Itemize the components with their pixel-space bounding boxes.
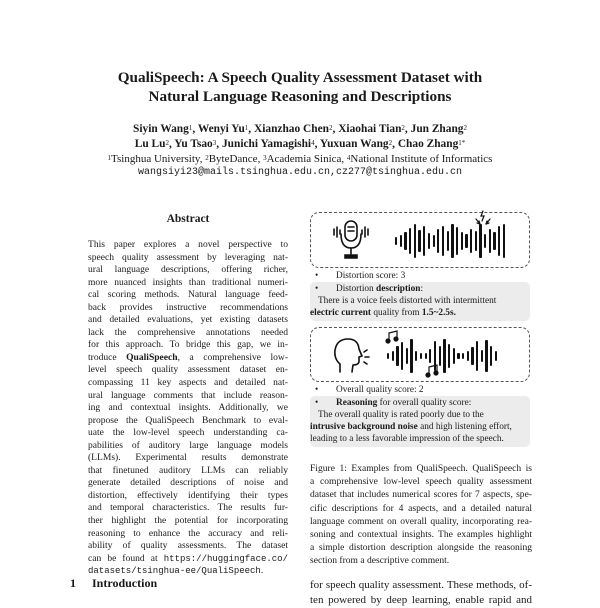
waveform-bar — [404, 232, 406, 250]
author-affiliation-mark: 4 — [311, 139, 315, 147]
waveform-bar — [437, 229, 439, 253]
author-affiliation-mark: 1 — [188, 124, 193, 132]
distortion-score-value: 3 — [400, 271, 406, 281]
waveform-bar — [462, 353, 464, 359]
waveform-bar — [395, 237, 397, 245]
abstract-line: distortion, effectively identifying their types — [88, 489, 288, 501]
waveform-bar — [495, 351, 497, 361]
paper-title — [0, 68, 600, 106]
example-1-audio-box — [310, 212, 530, 268]
waveform-bar — [429, 349, 431, 363]
reasoning-text-2-post: and high listening effort, — [417, 422, 512, 432]
dataset-url-link[interactable]: https://huggingface.co/ — [163, 553, 288, 564]
separator: , — [199, 153, 206, 165]
abstract-line — [88, 352, 288, 365]
abstract-line: cal scoring methods. Natural language feed- — [88, 289, 288, 301]
lightning-icon — [471, 210, 495, 232]
affiliation-name: Academia Sinica — [266, 153, 342, 165]
example-2-audio-box — [310, 327, 530, 382]
waveform-bar — [392, 351, 394, 361]
author-affiliation-mark: 2 — [329, 124, 333, 132]
caption-line: dataset that includes numerical scores for 7 aspects, spe- — [310, 489, 532, 501]
waveform-bar — [418, 230, 420, 252]
distortion-description-label — [310, 283, 526, 295]
label-bold: description — [376, 284, 421, 294]
separator: , — [332, 123, 339, 135]
waveform-bar — [484, 234, 486, 248]
waveform-bar — [489, 229, 491, 253]
waveform-bar — [425, 353, 427, 359]
abstract-line: level speech quality assessment dataset en- — [88, 364, 288, 376]
waveform-bar — [396, 346, 398, 366]
abstract-line: propose the QualiSpeech Benchmark to eval- — [88, 414, 288, 426]
author-line-1 — [0, 122, 600, 137]
waveform-bar — [401, 342, 403, 370]
affiliations — [0, 152, 600, 166]
abstract-line: more nuanced insights than traditional numeri- — [88, 276, 288, 288]
microphone-icon — [331, 218, 371, 262]
abstract-line: ural language descriptions, offering richer, — [88, 264, 288, 276]
abstract-line: ing and contextual insights. Additionally, we — [88, 402, 288, 414]
waveform-bar — [456, 227, 458, 255]
caption-line: Figure 1: Examples from QualiSpeech. QualiSpeech is — [310, 463, 532, 474]
speaking-head-icon — [331, 336, 371, 376]
affiliation-number: 2 — [205, 154, 209, 162]
reasoning-text-2 — [310, 421, 526, 433]
waveform-bar — [414, 224, 416, 258]
author-name: Jun Zhang — [410, 123, 464, 135]
waveform-bar — [433, 235, 435, 247]
author-name: Xianzhao Chen — [253, 123, 329, 135]
caption-line: language comment on overall quality, incorporating rea- — [310, 515, 532, 527]
affiliation-number: 1 — [107, 154, 112, 162]
separator: , — [248, 123, 254, 135]
author-list — [0, 122, 600, 152]
waveform-bar — [498, 226, 500, 256]
overall-score-label: Overall quality score: — [336, 385, 417, 395]
affiliation-number: 4 — [346, 154, 351, 162]
waveform-bar — [423, 226, 425, 256]
waveform-bar — [443, 339, 445, 373]
separator: , — [257, 153, 264, 165]
abstract-heading: Abstract — [166, 213, 210, 225]
author-affiliation-mark: 2 — [463, 124, 467, 132]
abstract-body — [88, 239, 288, 578]
caption-line: section from a descriptive comment. — [310, 555, 450, 567]
reasoning-label — [310, 397, 526, 409]
abstract-line: and temporal characteristics. The results fur- — [88, 502, 288, 514]
abstract-line: reasoning to enhance the accuracy and reli- — [88, 527, 288, 539]
abstract-line: for this approach. To bridge this gap, we in- — [88, 339, 288, 351]
caption-line: soning and contextual insights. The examples highlight — [310, 529, 532, 541]
author-name: Siyin Wang — [133, 123, 189, 135]
highlight-electric-current: electric current — [310, 308, 371, 318]
reasoning-box — [310, 396, 530, 447]
waveform-bar — [387, 353, 389, 359]
overall-quality-score-line — [310, 384, 530, 396]
abstract-line: that finetuned auditory LLMs can reliably — [88, 464, 288, 476]
abstract-line: ural language comments that include reason- — [88, 389, 288, 401]
section-heading-introduction — [70, 576, 157, 591]
waveform-bar — [409, 228, 411, 254]
waveform-noisy — [387, 338, 497, 374]
abstract-line — [88, 553, 288, 566]
waveform-bar — [465, 234, 467, 248]
affiliation-name: ByteDance — [208, 153, 258, 165]
email-addresses: wangsiyi23@mails.tsinghua.edu.cn,cz277@tsinghua.edu.cn — [137, 167, 463, 178]
author-affiliation-mark: 2 — [401, 124, 405, 132]
waveform-bar — [410, 339, 412, 373]
waveform-bar — [442, 226, 444, 256]
abstract-line: generate detailed descriptions of noise and — [88, 477, 288, 489]
waveform-bar — [476, 341, 478, 371]
waveform-bar — [406, 348, 408, 364]
reasoning-bold: Reasoning — [336, 398, 378, 408]
reasoning-text-3: leading to a less favorable impression of the speech. — [310, 434, 504, 444]
waveform-bar — [470, 229, 472, 253]
label-text: Distortion — [336, 284, 377, 294]
waveform-bar — [434, 341, 436, 371]
abstract-line: uate the low-level speech understanding ca- — [88, 427, 288, 439]
waveform-bar — [503, 224, 505, 258]
waveform-bar — [467, 351, 469, 361]
text: troduce — [88, 351, 127, 363]
waveform-bar — [485, 340, 487, 372]
title-line-2: Natural Language Reasoning and Descriptions — [148, 88, 452, 105]
separator: , — [404, 123, 411, 135]
dataset-name: QualiSpeech — [126, 351, 178, 363]
separator: , — [392, 138, 398, 150]
label-colon: : — [420, 284, 424, 294]
author-line-2 — [0, 137, 600, 152]
abstract-line: This paper explores a novel perspective to — [88, 239, 288, 250]
overall-score-value: 2 — [418, 385, 424, 395]
section-number: 1 — [70, 576, 76, 590]
waveform-bar — [451, 224, 453, 258]
caption-line: cific descriptions for 4 aspects, and a detailed natural — [310, 502, 532, 514]
waveform-bar — [475, 231, 477, 251]
separator: , — [314, 138, 320, 150]
waveform-bar — [428, 233, 430, 249]
abstract-line: lack the comprehensive annotations needed — [88, 326, 288, 338]
author-name: Lu Lu — [134, 138, 166, 150]
separator: , — [341, 153, 347, 165]
waveform-bar — [439, 346, 441, 366]
text: . — [260, 565, 264, 577]
author-affiliation-mark: 2 — [388, 139, 393, 147]
waveform-bar — [461, 232, 463, 250]
waveform-bar — [420, 353, 422, 359]
waveform-bar — [415, 351, 417, 361]
author-affiliation-mark: 2 — [165, 139, 169, 147]
reasoning-label-text: for overall quality score: — [377, 398, 472, 408]
separator: , — [192, 123, 198, 135]
affiliation-name: National Institute of Informatics — [350, 153, 493, 165]
waveform-bar — [493, 232, 495, 250]
waveform-bar — [447, 231, 449, 251]
title-line-1: QualiSpeech: A Speech Quality Assessment Dataset with — [117, 69, 483, 86]
caption-line: a comprehensive low-level speech quality assessment — [310, 476, 532, 488]
text: can be found at — [88, 552, 164, 564]
abstract-line: pabilities of auditory large language models — [88, 439, 288, 451]
dataset-url-link[interactable]: datasets/tsinghua-ee/QualiSpeech — [88, 566, 261, 577]
abstract-line: ability of quality assessments. The dataset — [88, 540, 288, 552]
waveform-bar — [448, 344, 450, 368]
distortion-description-text: There is a voice feels distorted with intermittent — [318, 296, 497, 306]
body-line: ten powered by deep learning, enable rapid and — [310, 594, 532, 606]
author-affiliation-mark: 1* — [458, 139, 466, 147]
waveform-bar — [471, 347, 473, 365]
affiliation-number: 3 — [263, 154, 267, 162]
abstract-line: compassing 11 key aspects and detailed nat- — [88, 377, 288, 389]
author-name: Junichi Yamagishi — [221, 138, 312, 150]
author-name: Yu Tsao — [174, 138, 213, 150]
author-name: Xiaohai Tian — [338, 123, 402, 135]
figure-1-caption — [310, 462, 532, 568]
figure-1 — [310, 212, 530, 447]
affiliation-name: Tsinghua University — [111, 153, 200, 165]
right-column-body-text — [310, 578, 532, 608]
highlight-time-range: 1.5~2.5s. — [421, 308, 456, 318]
waveform-bar — [400, 235, 402, 247]
waveform-bar — [481, 350, 483, 362]
separator: , — [216, 138, 222, 150]
desc-mid: quality from — [371, 308, 422, 318]
abstract-line: back provides instructive recommendations — [88, 301, 288, 313]
distortion-score-line — [310, 270, 530, 282]
abstract-line: (LLMs). Experimental results demonstrate — [88, 452, 288, 464]
distortion-score-label: Distortion score: — [336, 271, 399, 281]
abstract-line: speech quality assessment by leveraging nat- — [88, 251, 288, 263]
author-name: Chao Zhang — [397, 138, 459, 150]
text: , a comprehensive low- — [177, 351, 288, 363]
author-name: Wenyi Yu — [197, 123, 245, 135]
distortion-description-box — [310, 282, 530, 321]
body-line: for speech quality assessment. These methods, of- — [310, 579, 532, 591]
caption-line: a simple distortion description alongside the reasoning — [310, 542, 532, 554]
author-affiliation-mark: 1 — [244, 124, 249, 132]
distortion-description-text-2 — [310, 307, 526, 319]
section-title: Introduction — [92, 576, 158, 590]
waveform-bar — [457, 353, 459, 359]
author-affiliation-mark: 3 — [212, 139, 217, 147]
waveform-bar — [490, 346, 492, 366]
separator: , — [168, 138, 175, 150]
abstract-line: ther highlight the potential for incorporating — [88, 515, 288, 527]
waveform-bar — [453, 348, 455, 364]
author-name: Yuxuan Wang — [319, 138, 389, 150]
reasoning-text-1: The overall quality is rated poorly due to the — [318, 410, 484, 420]
abstract-line: and detailed evaluations, yet existing datasets — [88, 314, 288, 326]
highlight-background-noise: intrusive background noise — [310, 422, 418, 432]
